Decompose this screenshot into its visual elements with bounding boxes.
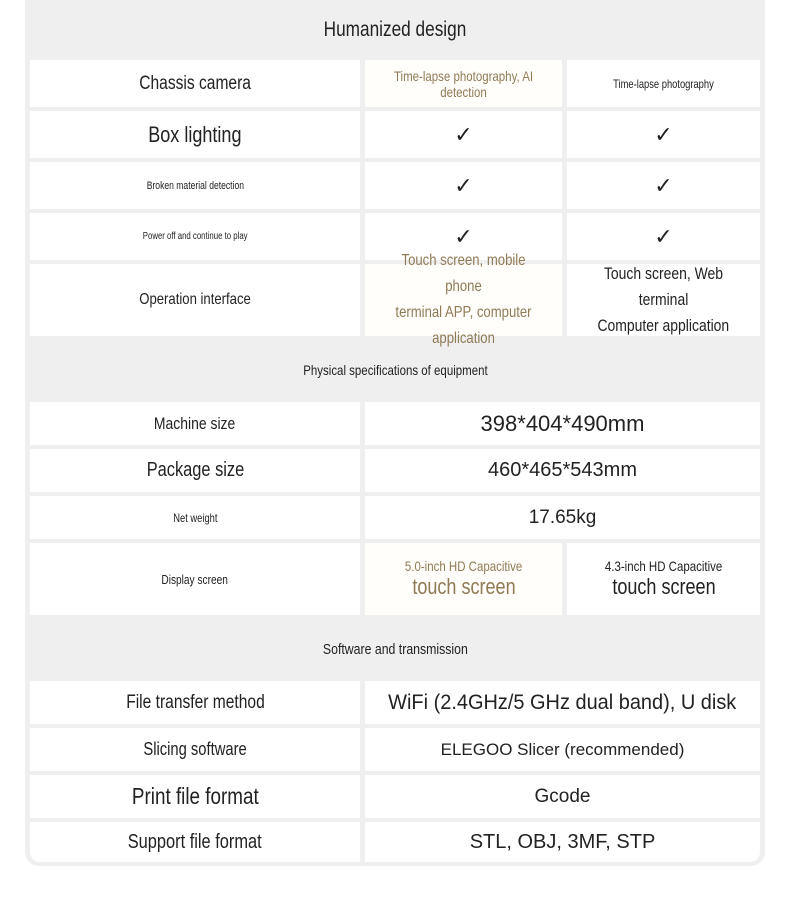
check-icon: ✓: [567, 213, 760, 260]
value: 398*404*490mm: [365, 402, 760, 445]
row-label: Machine size: [30, 402, 360, 445]
value-model-b: Time-lapse photography: [567, 60, 760, 107]
value-model-b: 4.3-inch HD Capacitive touch screen: [567, 543, 760, 615]
section-title: Software and transmission: [322, 640, 468, 658]
table-row-slicing-software: [30, 728, 760, 771]
table-row-print-file-format: [30, 775, 760, 818]
value: STL, OBJ, 3MF, STP: [365, 822, 760, 862]
check-icon: ✓: [365, 213, 562, 260]
value-model-a: Touch screen, mobile phone terminal APP, computer application: [365, 264, 562, 336]
section-header-humanized-design: [25, 0, 765, 60]
table-row-display-screen: [30, 543, 760, 615]
section-title: Humanized design: [323, 18, 467, 41]
table-row-box-lighting: [30, 111, 760, 158]
row-label: Chassis camera: [30, 60, 360, 107]
spec-comparison-table: [25, 0, 765, 866]
section-header-software-transmission: [25, 619, 765, 679]
value: 460*465*543mm: [365, 449, 760, 492]
row-label: Broken material detection: [30, 162, 360, 209]
row-label: Net weight: [30, 496, 360, 539]
row-label: Display screen: [30, 543, 360, 615]
check-icon: ✓: [365, 162, 562, 209]
row-label: Package size: [30, 449, 360, 492]
table-row-machine-size: [30, 402, 760, 445]
row-label: Print file format: [30, 775, 360, 818]
section-title: Physical specifications of equipment: [302, 362, 488, 378]
value: ELEGOO Slicer (recommended): [365, 728, 760, 771]
table-row-file-transfer: [30, 681, 760, 724]
table-row-support-file-format: [30, 822, 760, 862]
table-row-operation-interface: [30, 252, 760, 347]
row-label: Box lighting: [30, 111, 360, 158]
value-model-a: Time-lapse photography, AI detection: [365, 60, 562, 107]
check-icon: ✓: [365, 111, 562, 158]
value-model-a: 5.0-inch HD Capacitive touch screen: [365, 543, 562, 615]
value-model-b: Touch screen, Web terminal Computer application: [567, 264, 760, 336]
check-icon: ✓: [567, 162, 760, 209]
table-row-net-weight: [30, 496, 760, 539]
row-label: Support file format: [30, 822, 360, 862]
row-label: File transfer method: [30, 681, 360, 724]
check-icon: ✓: [567, 111, 760, 158]
table-row-package-size: [30, 449, 760, 492]
value: WiFi (2.4GHz/5 GHz dual band), U disk: [365, 681, 760, 724]
value: 17.65kg: [365, 496, 760, 539]
row-label: Slicing software: [30, 728, 360, 771]
section-header-physical-specs: [25, 340, 765, 400]
row-label: Operation interface: [30, 264, 360, 336]
row-label: Power off and continue to play: [30, 213, 360, 260]
table-row-broken-material-detection: [30, 162, 760, 209]
table-row-chassis-camera: [30, 60, 760, 107]
value: Gcode: [365, 775, 760, 818]
